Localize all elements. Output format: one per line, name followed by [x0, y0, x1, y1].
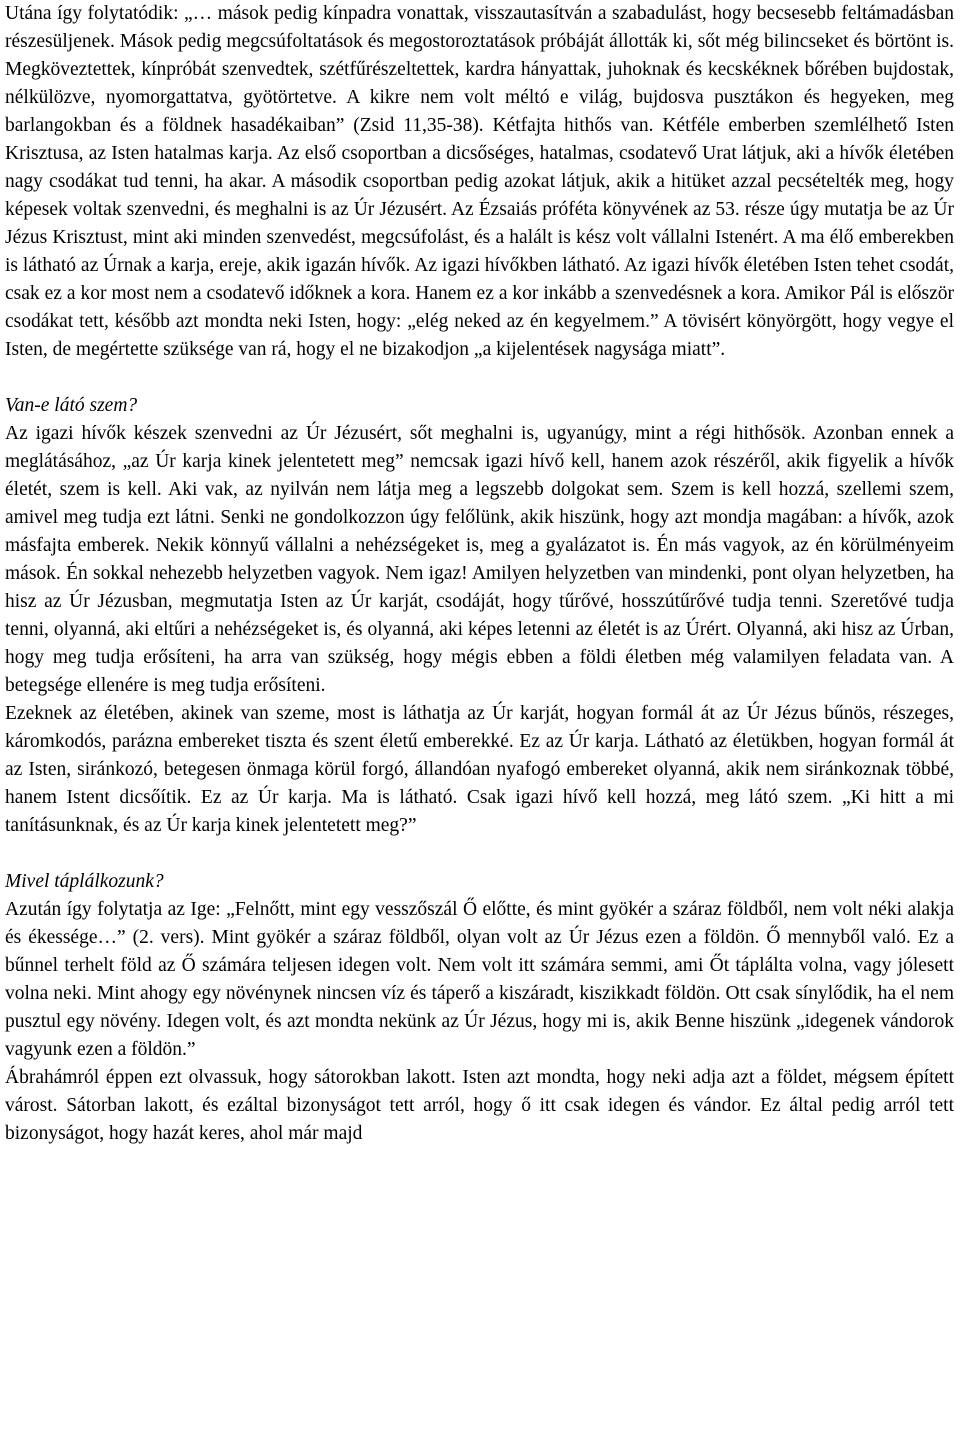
paragraph-root-from-dry-ground: Azután így folytatja az Ige: „Felnőtt, mint egy vesszőszál Ő előtte, és mint gyökér a száraz földből, nem volt néki alakja és ékessége…” (2. vers). Mint gyökér a száraz földből, olyan volt az Úr Jézus ezen a földön. Ő mennyből való. Ez a bűnnel terhelt föld az Ő számára teljesen idegen volt. Nem volt itt számára semmi, ami Őt táplálta volna, vagy jólesett volna neki. Mint ahogy egy növénynek nincsen víz és táperő a kiszáradt, kiszikkadt földön. Ott csak sínylődik, ha el nem pusztul egy növény. Idegen volt, és azt mondta nekünk az Úr Jézus, hogy mi is, akik Benne hiszünk „idegenek vándorok vagyunk ezen a földön.” [5, 899, 954, 1060]
paragraph-hebrews-quote: Utána így folytatódik: „… mások pedig kínpadra vonattak, visszautasítván a szabadulást, hogy becsesebb feltámadásban részesüljenek. Mások pedig megcsúfoltatások és megostoroztatások próbáját állották ki, sőt még bilincseket és börtönt is. Megköveztettek, kínpróbát szenvedtek, szétfűrészeltettek, kardra hányattak, juhoknak és kecskéknek bőrében bujdostak, nélkülözve, nyomorgattatva, gyötörtetve. A kikre nem volt méltó e világ, bujdosva pusztákon és hegyeken, meg barlangokban és a földnek hasadékaiban” (Zsid 11,35-38). Kétfajta hithős van. Kétféle emberben szemlélhető Isten Krisztusa, az Isten hatalmas karja. Az első csoportban a dicsőséges, hatalmas, csodatevő Urat látjuk, aki a hívők életében nagy csodákat tud tenni, ha akar. A második csoportban pedig azokat látjuk, akik a hitüket azzal pecsételték meg, hogy képesek voltak szenvedni, és meghalni is az Úr Jézusért. Az Ézsaiás próféta könyvének az 53. része úgy mutatja be az Úr Jézus Krisztust, mint aki minden szenvedést, megcsúfolást, és a halált is kész volt vállalni Istenért. A ma élő emberekben is látható az Úrnak a karja, ereje, akik igazán hívők. Az igazi hívőkben látható. Az igazi hívők életében Isten tehet csodát, csak ez a kor most nem a csodatevő időknek a kora. Hanem ez a kor inkább a szenvedésnek a kora. Amikor Pál is először csodákat tett, később azt mondta neki Isten, hogy: „elég neked az én kegyelmem.” A tövisért könyörgött, hogy vegye el Isten, de megértette szüksége van rá, hogy el ne bizakodjon „a kijelentések nagysága miatt”. [5, 3, 954, 360]
section-heading-nourishment: Mivel táplálkozunk? [5, 871, 164, 892]
section-heading-seeing-eye: Van-e látó szem? [5, 395, 138, 416]
paragraph-abraham-tents: Ábrahámról éppen ezt olvassuk, hogy sátorokban lakott. Isten azt mondta, hogy neki adja azt a földet, mégsem épített várost. Sátorban lakott, és ezáltal bizonyságot tett arról, hogy ő itt csak idegen és vándor. Ez által pedig arról tett bizonyságot, hogy hazát keres, ahol már majd [5, 1067, 954, 1144]
paragraph-spacer [5, 364, 954, 392]
paragraph-true-believers: Az igazi hívők készek szenvedni az Úr Jézusért, sőt meghalni is, ugyanúgy, mint a régi hithősök. Azonban ennek a meglátásához, „az Úr karja kinek jelentetett meg” nemcsak igazi hívő kell, hanem azok részéről, akik figyelik a hívők életét, szem is kell. Aki vak, az nyilván nem látja meg a legszebb dolgokat sem. Szem is kell hozzá, szellemi szem, amivel meg tudja ezt látni. Senki ne gondolkozzon úgy felőlünk, akik hiszünk, hogy azt mondja magában: a hívők, azok másfajta emberek. Nekik könnyű vállalni a nehézségeket is, meg a gyalázatot is. Én más vagyok, az én körülményeim mások. Én sokkal nehezebb helyzetben vagyok. Nem igaz! Amilyen helyzetben van mindenki, pont olyan helyzetben, ha hisz az Úr Jézusban, megmutatja Isten az Úr karját, csodáját, hogy tűrővé, hosszútűrővé tudja tenni. Szeretővé tudja tenni, olyanná, aki eltűri a nehézségeket is, és olyanná, aki képes letenni az életét is az Úrért. Olyanná, aki hisz az Úrban, hogy meg tudja erősíteni, ha arra van szükség, hogy mégis ebben a földi életben még valamilyen feladata van. A betegsége ellenére is meg tudja erősíteni. [5, 423, 954, 696]
paragraph-spacer [5, 840, 954, 868]
paragraph-lords-arm: Ezeknek az életében, akinek van szeme, most is láthatja az Úr karját, hogyan formál át az Úr Jézus bűnös, részeges, káromkodós, parázna embereket tiszta és szent életű emberekké. Ez az Úr karja. Látható az életükben, hogyan formál át az Isten, siránkozó, betegesen önmaga körül forgó, állandóan nyafogó embereket olyanná, akik nem siránkoznak többé, hanem Istent dicsőítik. Ez az Úr karja. Ma is látható. Csak igazi hívő kell hozzá, meg látó szem. „Ki hitt a mi tanításunknak, és az Úr karja kinek jelentetett meg?” [5, 703, 954, 836]
